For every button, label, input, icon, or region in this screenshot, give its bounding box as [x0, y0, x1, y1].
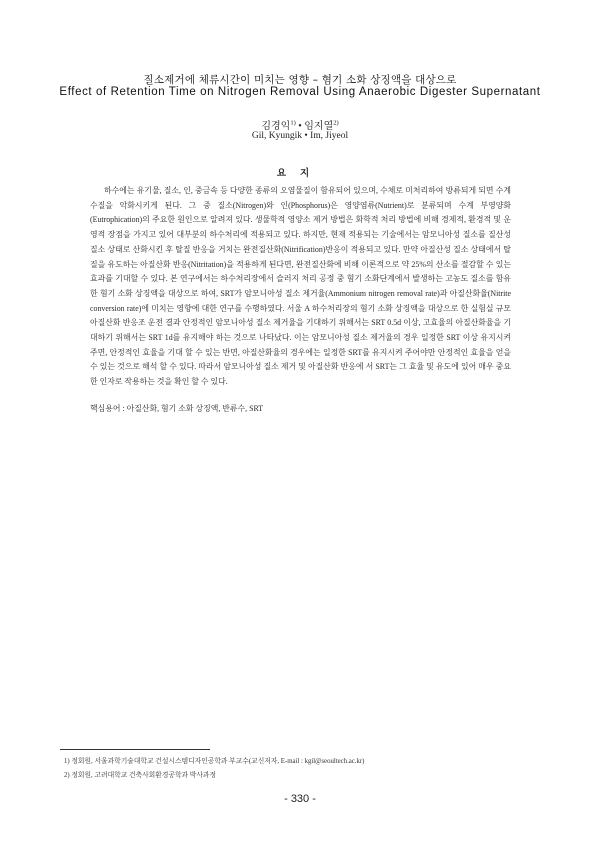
abstract-heading: 요지	[276, 168, 324, 179]
authors-english: Gil, Kyungik • Im, Jiyeol	[251, 131, 349, 141]
paper-title-english: Effect of Retention Time on Nitrogen Removal Using Anaerobic Digester Supernatant	[59, 86, 541, 98]
author1-name: 김경익	[261, 121, 291, 132]
page-number: - 330 -	[284, 793, 316, 805]
footnote-divider	[60, 749, 210, 750]
keywords: 핵심용어 : 아질산화, 혐기 소화 상징액, 반류수, SRT	[90, 404, 264, 413]
author2-footnote-mark: 2)	[333, 119, 339, 127]
author2-name: 임지열	[304, 121, 334, 132]
author1-footnote-mark: 1)	[290, 119, 296, 127]
paper-title-korean: 질소제거에 체류시간이 미치는 영향 – 혐기 소화 상징액을 대상으로	[143, 74, 457, 86]
abstract-body: 하수에는 유기물, 질소, 인, 중금속 등 다양한 종류의 오염물질이 함유되어 있으며, 수체로 미처리하여 방류되게 되면 수계 수질을 악화시키게 된다. 그 중 질소(Nitrogen)와 인(Phosphorus)은 영양염류(Nutrient)로 분류되며 수계 부영양화(Eutrophication)의 주요한 원인으로 알려져 있다. 생물학적 영양소 제거 방법은 화학적 처리 방법에 비해 경제적, 환경적 및 운영적 장점을 가지고 있어 대부분의 하수처리에 적용되고 있다. 하지만, 현재 적용되는 기술에서는 암모니아성 질소를 질산성 질소 상태로 산화시킨 후 탈질 반응을 거치는 완전질산화(Nitrification)반응이 적용되고 있다. 만약 아질산성 질소 상태에서 탈질을 유도하는 아질산화 반응(Nitritation)을 적용하게 된다면, 완전질산화에 비해 이론적으로 약 25%의 산소를 절감할 수 있는 효과를 기대할 수 있다. 본 연구에서는 하수처리장에서 슬러지 처리 공정 중 혐기 소화단계에서 발생하는 고농도 질소를 함유한 혐기 소화 상징액을 대상으로 하여, SRT가 암모니아성 질소 제거율(Ammonium nitrogen removal rate)과 아질산화율(Nitrite conversion rate)에 미치는 영향에 대한 연구를 수행하였다. 서울 A 하수처리장의 혐기 소화 상징액을 대상으로 한 실험실 규모 아질산화 반응조 운전 결과 안정적인 암모니아성 질소 제거율을 기대하기 위해서는 SRT 0.5d 이상, 고효율의 아질산화율을 기대하기 위해서는 SRT 1d를 유지해야 하는 것으로 나타났다. 이는 암모니아성 질소 제거율의 경우 일정한 SRT 이상 유지시켜 주면, 안정적인 효율을 기대 할 수 있는 반면, 아질산화율의 경우에는 일정한 SRT를 유지시켜 주어야만 안정적인 효율을 얻을 수 있는 것으로 해석 할 수 있다. 따라서 암모니아성 질소 제거 및 아질산화 반응에 서 SRT는 그 효율 및 유도에 있어 매우 중요한 인자로 작용하는 것을 확인 할 수 있다.	[90, 186, 511, 387]
footnote-1: 1) 정회원, 서울과학기술대학교 건설시스템디자인공학과 부교수(교신저자, E-mail : kgil@seoultech.ac.kr)	[64, 758, 365, 765]
author-separator: •	[295, 121, 305, 132]
authors-korean	[0, 117, 600, 132]
footnote-2: 2) 정회원, 고려대학교 건축사회환경공학과 박사과정	[64, 772, 217, 779]
